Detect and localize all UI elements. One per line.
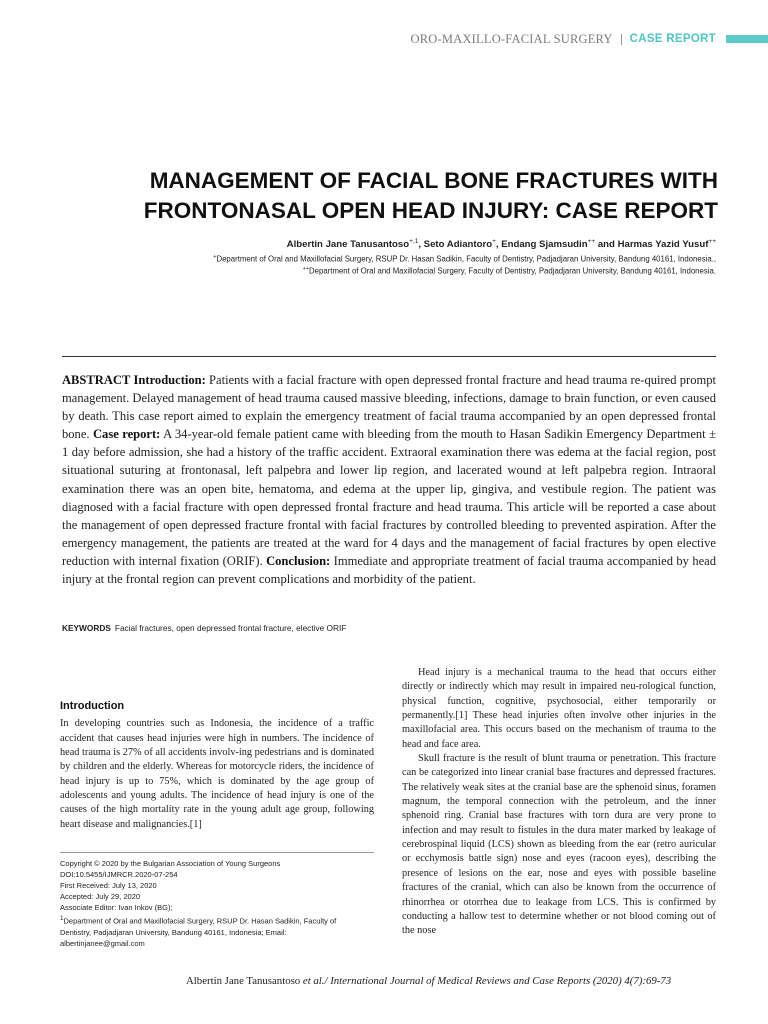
keywords-label: KEYWORDS <box>62 623 111 633</box>
doi: DOI:10.5455/IJMRCR.2020-07-254 <box>60 870 178 879</box>
affiliation-2: ++Department of Oral and Maxillofacial Surgery, Faculty of Dentistry, Padjadjaran University, Bandung 40161, Indonesia. <box>302 266 716 276</box>
author-marker: + <box>492 238 496 245</box>
received-date: First Received: July 13, 2020 <box>60 881 157 890</box>
title-line-1: MANAGEMENT OF FACIAL BONE FRACTURES WITH <box>149 168 718 193</box>
footnote <box>60 858 374 949</box>
footer-author: Albertin Jane Tanusantoso <box>186 975 301 987</box>
header-divider <box>621 34 622 45</box>
author-name: Harmas Yazid Yusuf <box>617 239 709 251</box>
case-label: Case report: <box>92 427 161 442</box>
author-name: Seto Adiantoro <box>423 239 493 251</box>
author-name: Endang Sjamsudin <box>501 239 588 251</box>
footnote-divider <box>60 852 374 853</box>
section-heading: Introduction <box>60 700 125 712</box>
article-type: CASE REPORT <box>629 33 716 45</box>
corresponding-email: albertinjanee@gmail.com <box>60 938 145 948</box>
footer-citation: et al./ International Journal of Medical Reviews and Case Reports (2020) 4(7):69-73 <box>300 975 672 987</box>
corresponding-affiliation: $^1$Department of Oral and Maxillofacial Surgery, RSUP Dr. Hasan Sadikin, Faculty of <box>60 915 337 926</box>
author-name: Albertin Jane Tanusantoso <box>286 239 410 251</box>
corresponding-affiliation-cont: Dentistry, Padjadjaran University, Bandung 40161, Indonesia; Email: <box>60 927 287 937</box>
running-header <box>411 30 768 48</box>
affiliation-1: +Department of Oral and Maxillofacial Surgery, RSUP Dr. Hasan Sadikin, Faculty of Dentistry, Padjadjaran University, Bandung 40161, Indonesia., <box>213 254 716 264</box>
keywords <box>62 623 716 633</box>
header-accent-bar <box>726 35 768 43</box>
page-footer <box>186 975 716 987</box>
intro-paragraph: In developing countries such as Indonesia, the incidence of a traffic accident that causes head injuries were high in numbers. The incidence of head trauma is 27% of all accidents involv-ing pedestrians and is dominated by children and the elderly. Whereas for motorcycle riders, the incidence of head injury is up to 75%, which is dominated by the age group of adolescents and young adults. The incidence of head injury is one of the causes of the high mortality rate in the young adult age group, following heart disease and malignancies.[1] <box>60 718 374 830</box>
abstract-conclusion: Immediate and appropriate treatment of facial trauma accompanied by head injury at the frontal region can prevent complications and morbidity of the patient. <box>62 553 717 587</box>
copyright: Copyright © 2020 by the Bulgarian Association of Young Surgeons <box>60 859 281 868</box>
journal-section: ORO-MAXILLO-FACIAL SURGERY <box>410 31 613 46</box>
body-paragraph: Skull fracture is the result of blunt trauma or penetration. This fracture can be categorized into linear cranial base fractures and depressed fractures. The relatively weak sites at the cranial base are the sphenoid sinus, foramen magnum, the temporal connection with the petroleum, and the inner sphenoid ring. Cranial base fractures with torn dura are very prone to infection and may result to fistules in the dura mater marked by leakage of cerebrospinal liquid (LCS) shown as bleeding from the ear (retro auricular or ecchymosis battle sign) nose and eyes (racoon eyes), describing the presence of lesions on the ear, nose and eyes with possible baseline fractures of the cranial, which can also be known from the occurrence of rhinorrhea or otorrhea due to leakage from LCS. This is confirmed by conducting a hallow test to determine whether or not blood coming out of the nose <box>402 753 716 937</box>
intro-label: Introduction: <box>133 373 206 387</box>
author-list: Albertin Jane Tanusantoso$^{+,1}$, Seto Adiantoro+, Endang Sjamsudin++ and Harmas Yazid Yusuf++ <box>286 238 716 251</box>
article-title <box>62 166 718 226</box>
author-marker: ++ <box>708 238 716 245</box>
right-column <box>402 666 716 939</box>
abstract-label: ABSTRACT <box>62 373 131 387</box>
accepted-date: Accepted: July 29, 2020 <box>60 892 141 901</box>
author-marker: +,1 <box>409 238 419 245</box>
conclusion-label: Conclusion: <box>266 553 331 568</box>
abstract <box>62 371 716 588</box>
author-marker: ++ <box>587 238 596 245</box>
abstract-intro: Patients with a facial fracture with open depressed frontal fracture and head trauma re-quired prompt management. Delayed management of head trauma caused massive bleeding, infections, damage to brain function, or even caused by death. This case report aimed to explain the emergency treatment of facial trauma accompanied by an open depressed frontal bone. <box>62 373 716 442</box>
keywords-text: Facial fractures, open depressed frontal fracture, elective ORIF <box>114 623 347 633</box>
left-column <box>60 699 374 832</box>
abstract-divider <box>62 356 716 357</box>
title-line-2: FRONTONASAL OPEN HEAD INJURY: CASE REPORT <box>143 198 718 223</box>
associate-editor: Associate Editor: Ivan Inkov (BG); <box>60 903 173 912</box>
abstract-case: A 34-year-old female patient came with bleeding from the mouth to Hasan Sadikin Emergency Department ± 1 day before admission, she had a history of the traffic accident. Extraoral examination there was edema at the facial region, post situational suturing at frontonasal, left palpebra and lower lip region, and lacerated wound at left palpebra region. Intraoral examination there was an open bite, hematoma, and edema at the upper lip, gingiva, and vestibule region. The patient was diagnosed with a facial fracture with open depressed frontal fracture and head trauma. This article will be reported a case about the management of open depressed fracture frontal with facial fractures by controlled bleeding to prevented aspiration. After the emergency management, the patients are treated at the ward for 4 days and the management of facial fractures by open elective reduction with internal fixation (ORIF). <box>62 427 716 568</box>
body-paragraph: Head injury is a mechanical trauma to the head that occurs either directly or indirectly which may result in impaired neu-rological function, physical function, cognitive, psychosocial, either temporarily or permanently.[1] These head injuries often involve other injuries in the maxillofacial area. This occurs based on the mechanism of trauma to the head and face area. <box>402 667 716 750</box>
